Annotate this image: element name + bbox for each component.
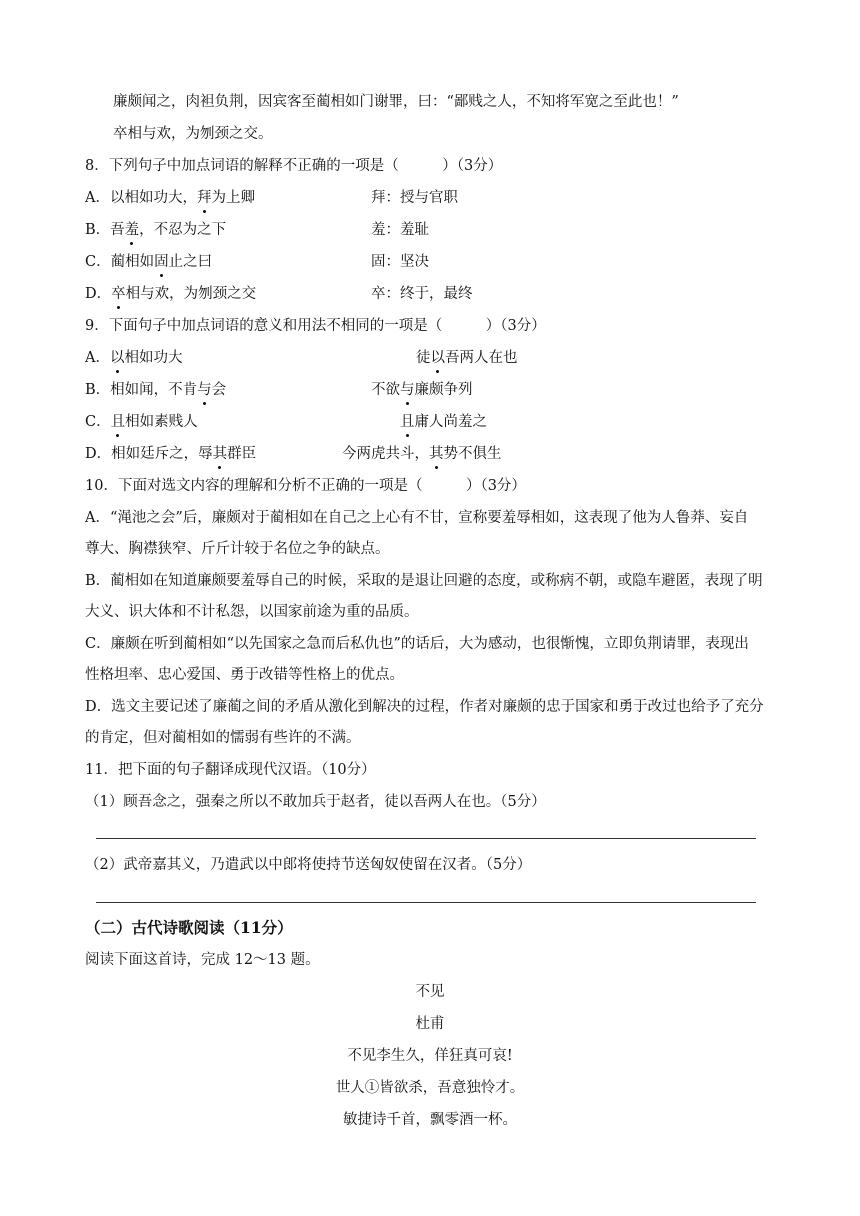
passage-line-1: 廉颇闻之，肉袒负荆，因宾客至蔺相如门谢罪，曰：“鄙贱之人，不知将军宽之至此也！” [113,94,679,110]
q9-option-c-left: C．且相如素贱人 [85,414,198,430]
q10-line: 尊大、胸襟狭窄、斤斤计较于名位之争的缺点。 [85,541,390,557]
q9-option-a-right: 徒以吾两人在也 [416,350,518,366]
q9-stem: 9．下面句子中加点词语的意义和用法不相同的一项是（ ）（3分） [85,318,546,334]
poem-author: 杜甫 [415,1016,445,1032]
emphasis-dot-word: 固 [154,254,169,270]
q8-gloss-b: 羞：羞耻 [371,222,429,238]
passage-line-2: 卒相与欢，为刎颈之交。 [113,126,273,142]
q9-option-c-right: 且庸人尚羞之 [400,414,487,430]
emphasis-dot-word: 以 [430,350,445,366]
q8-stem: 8．下列句子中加点词语的解释不正确的一项是（ ）（3分） [85,158,503,174]
section-instruction: 阅读下面这首诗，完成 12～13 题。 [85,952,320,968]
poem-line: 敏捷诗千首，飘零酒一杯。 [343,1112,517,1128]
q8-option-a: A．以相如功大，拜为上卿 [85,190,255,206]
q8-option-c: C．蔺相如固止之曰 [85,254,213,270]
emphasis-dot-word: 其 [212,446,228,462]
q9-option-b-right: 不欲与廉颇争列 [371,382,473,398]
section-heading: （二）古代诗歌阅读（11分） [85,918,293,937]
poem-title: 不见 [415,984,445,1000]
q11-sub1: （1）顾吾念之，强秦之所以不敢加兵于赵者，徒以吾两人在也。（5分） [85,794,546,810]
answer-line-2[interactable] [96,902,756,903]
emphasis-dot-word: 拜 [196,190,212,206]
q9-option-d-left: D．相如廷斥之，辱其群臣 [85,446,257,462]
q8-gloss-c: 固：坚决 [371,254,429,270]
emphasis-dot-word: 羞 [124,222,140,238]
emphasis-dot-word: 且 [400,414,415,430]
emphasis-dot-word: 卒 [111,286,126,302]
poem-line: 世人①皆欲杀，吾意独怜才。 [335,1080,525,1096]
q10-line: 大义、识大体和不计私怨，以国家前途为重的品质。 [85,604,419,620]
q8-gloss-a: 拜：授与官职 [371,190,458,206]
q10-line: B．蔺相如在知道廉颇要羞辱自己的时候，采取的是退让回避的态度，或称病不朝，或隐车避匿，表现了明 [85,573,763,589]
q10-stem: 10．下面对选文内容的理解和分析不正确的一项是（ ）（3分） [85,478,526,494]
q8-option-d: D．卒相与欢，为刎颈之交 [85,286,257,302]
q8-option-b: B．吾羞，不忍为之下 [85,222,227,238]
q10-line: D．选文主要记述了廉蔺之间的矛盾从激化到解决的过程，作者对廉颇的忠于国家和勇于改过也给予了充分 [85,699,764,715]
q8-gloss-d: 卒：终于，最终 [371,286,473,302]
answer-line-1[interactable] [96,838,756,839]
q10-line: 性格坦率、忠心爱国、勇于改错等性格上的优点。 [85,667,404,683]
q9-option-d-right: 今两虎共斗，其势不俱生 [342,446,502,462]
poem-line: 不见李生久，佯狂真可哀! [347,1048,513,1064]
q10-line: A．“渑池之会”后，廉颇对于蔺相如在自己之上心有不甘，宣称要羞辱相如，这表现了他为人鲁莽、妄自 [85,510,749,526]
q11-sub2: （2）武帝嘉其义，乃遣武以中郎将使持节送匈奴使留在汉者。（5分） [85,857,532,873]
emphasis-dot-word: 且 [110,414,126,430]
emphasis-dot-word: 其 [429,446,444,462]
emphasis-dot-word: 以 [109,350,125,366]
q11-stem: 11．把下面的句子翻译成现代汉语。（10分） [85,762,376,778]
q9-option-a-left: A．以相如功大 [85,350,183,366]
q9-option-b-left: B．相如闻，不肯与会 [85,382,227,398]
emphasis-dot-word: 与 [197,382,212,398]
q10-line: C．廉颇在听到蔺相如“以先国家之急而后私仇也”的话后，大为感动，也很惭愧，立即负荆请罪，表现出 [85,636,749,652]
q10-line: 的肯定，但对蔺相如的懦弱有些许的不满。 [85,730,361,746]
emphasis-dot-word: 与 [400,382,415,398]
